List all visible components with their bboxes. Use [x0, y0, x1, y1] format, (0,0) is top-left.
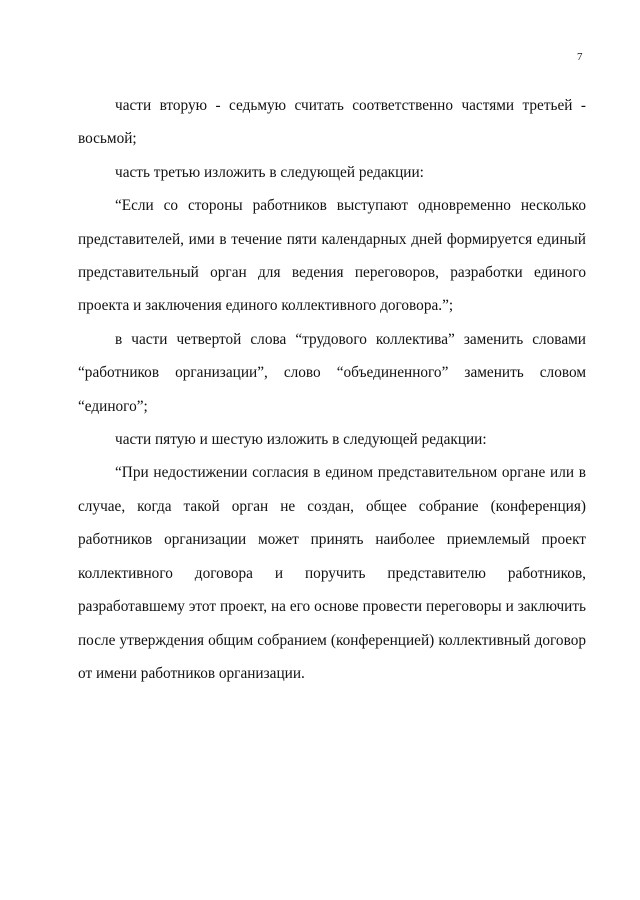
paragraph-2: часть третью изложить в следующей редакции:: [115, 163, 424, 181]
paragraph-4: в части четвертой слова “трудового коллектива” заменить словами “работников организации”, слово “объединенного” заменить словом “единого”;: [78, 330, 586, 415]
paragraph-1: части вторую - седьмую считать соответственно частями третьей - восьмой;: [78, 97, 586, 148]
document-body: [78, 89, 586, 690]
paragraph-5: части пятую и шестую изложить в следующей редакции:: [115, 431, 487, 449]
paragraph-6: “При недостижении согласия в едином представительном органе или в случае, когда такой орган не создан, общее собрание (конференция) работников организации может принять наиболее приемлемый проект коллективного договора и поручить представителю работников, разработавшему этот проект, на его основе провести переговоры и заключить после утверждения общим собранием (конференцией) коллективный договор от имени работников организации.: [78, 464, 586, 682]
paragraph-3: “Если со стороны работников выступают одновременно несколько представителей, ими в течение пяти календарных дней формируется единый представительный орган для ведения переговоров, разработки единого проекта и заключения единого коллективного договора.”;: [78, 197, 586, 315]
page-number: 7: [577, 51, 583, 63]
